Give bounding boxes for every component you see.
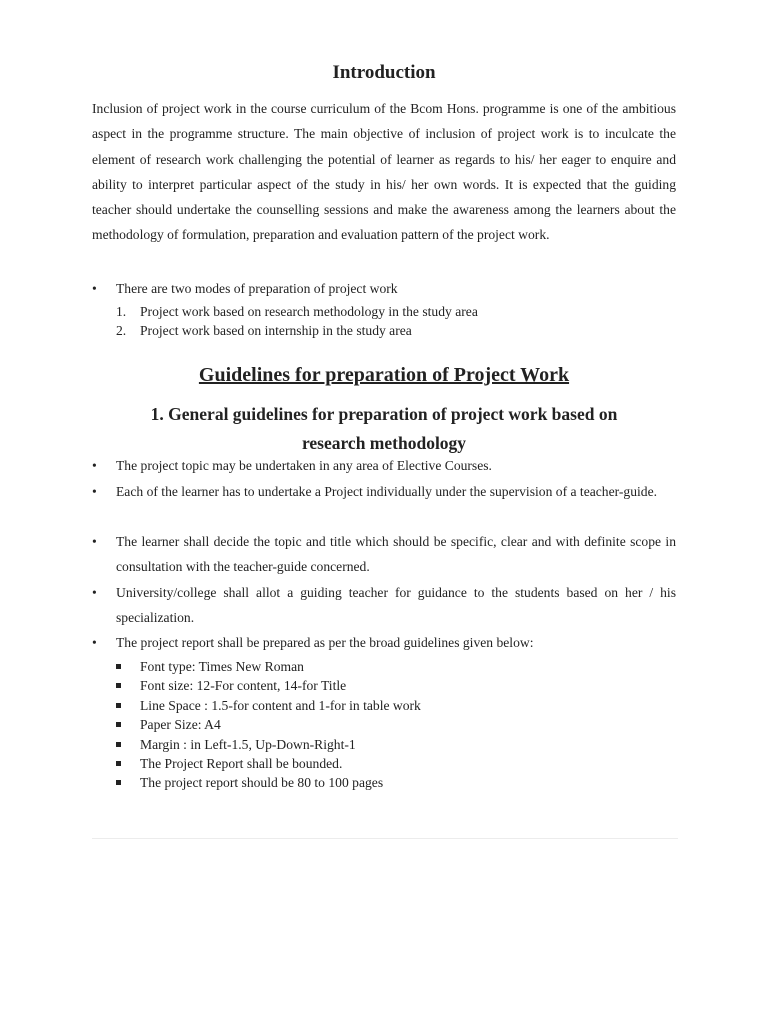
heading-line2: research methodology bbox=[301, 433, 467, 453]
item-number: 1. bbox=[116, 304, 127, 319]
bullet-icon: • bbox=[92, 458, 97, 473]
intro-paragraph: Inclusion of project work in the course curriculum of the Bcom Hons. programme is one of the ambitious aspect in the programme structure. The main objective of inclusion of project work is to inculcate the element of research work challenging the potential of learner as regards to his/ her eager to enquire and ability to interpret particular aspect of the study in his/ her own words. It is expected that the guiding teacher should undertake the counselling sessions and make the awareness among the learners about the methodology of formulation, preparation and evaluation pattern of the project work. bbox=[92, 101, 676, 243]
bullet-icon: • bbox=[92, 585, 97, 600]
square-bullet-icon bbox=[116, 742, 121, 747]
format-item bbox=[116, 773, 676, 793]
heading-number: 1. bbox=[150, 404, 164, 424]
guideline-bullet bbox=[92, 529, 676, 579]
format-text: Paper Size: A4 bbox=[140, 717, 221, 732]
page-divider bbox=[92, 838, 678, 839]
guidelines-heading: Guidelines for preparation of Project Work bbox=[198, 364, 570, 386]
guideline-bullet bbox=[92, 580, 676, 630]
guideline-text: Each of the learner has to undertake a Project individually under the supervision of a teacher-guide. bbox=[116, 484, 658, 499]
guideline-text: The learner shall decide the topic and title which should be specific, clear and with definite scope in consultation with the teacher-guide concerned. bbox=[116, 534, 676, 574]
guideline-text: The project report shall be prepared as per the broad guidelines given below: bbox=[116, 635, 534, 650]
square-bullet-icon bbox=[116, 761, 121, 766]
bullet-icon: • bbox=[92, 484, 97, 499]
item-text: Project work based on research methodology in the study area bbox=[140, 304, 478, 319]
format-item bbox=[116, 676, 676, 696]
heading-line1: General guidelines for preparation of project work based on bbox=[168, 404, 618, 424]
format-text: Font size: 12-For content, 14-for Title bbox=[140, 678, 347, 693]
page-title: Introduction bbox=[332, 62, 436, 83]
square-bullet-icon bbox=[116, 703, 121, 708]
bullet-icon: • bbox=[92, 281, 97, 296]
format-text: The Project Report shall be bounded. bbox=[140, 756, 343, 771]
square-bullet-icon bbox=[116, 780, 121, 785]
item-number: 2. bbox=[116, 323, 127, 338]
square-bullet-icon bbox=[116, 722, 121, 727]
square-bullet-icon bbox=[116, 683, 121, 688]
guideline-bullet bbox=[92, 630, 676, 655]
format-item bbox=[116, 754, 676, 774]
item-text: Project work based on internship in the study area bbox=[140, 323, 412, 338]
guideline-text: The project topic may be undertaken in any area of Elective Courses. bbox=[116, 458, 492, 473]
format-text: Margin : in Left-1.5, Up-Down-Right-1 bbox=[140, 737, 356, 752]
modes-bullet bbox=[92, 276, 676, 301]
general-guidelines-heading bbox=[92, 400, 676, 458]
format-text: Font type: Times New Roman bbox=[140, 659, 304, 674]
format-item bbox=[116, 657, 676, 677]
modes-item bbox=[116, 321, 676, 341]
modes-lead: There are two modes of preparation of project work bbox=[116, 281, 398, 296]
format-item bbox=[116, 735, 676, 755]
guideline-bullet bbox=[92, 453, 676, 478]
format-text: Line Space : 1.5-for content and 1-for in table work bbox=[140, 698, 421, 713]
bullet-icon: • bbox=[92, 534, 97, 549]
bullet-icon: • bbox=[92, 635, 97, 650]
guideline-text: University/college shall allot a guiding teacher for guidance to the students based on her / his specialization. bbox=[116, 585, 676, 625]
modes-item bbox=[116, 302, 676, 322]
format-item bbox=[116, 696, 676, 716]
square-bullet-icon bbox=[116, 664, 121, 669]
guideline-bullet bbox=[92, 479, 676, 504]
format-item bbox=[116, 715, 676, 735]
format-text: The project report should be 80 to 100 pages bbox=[140, 775, 384, 790]
